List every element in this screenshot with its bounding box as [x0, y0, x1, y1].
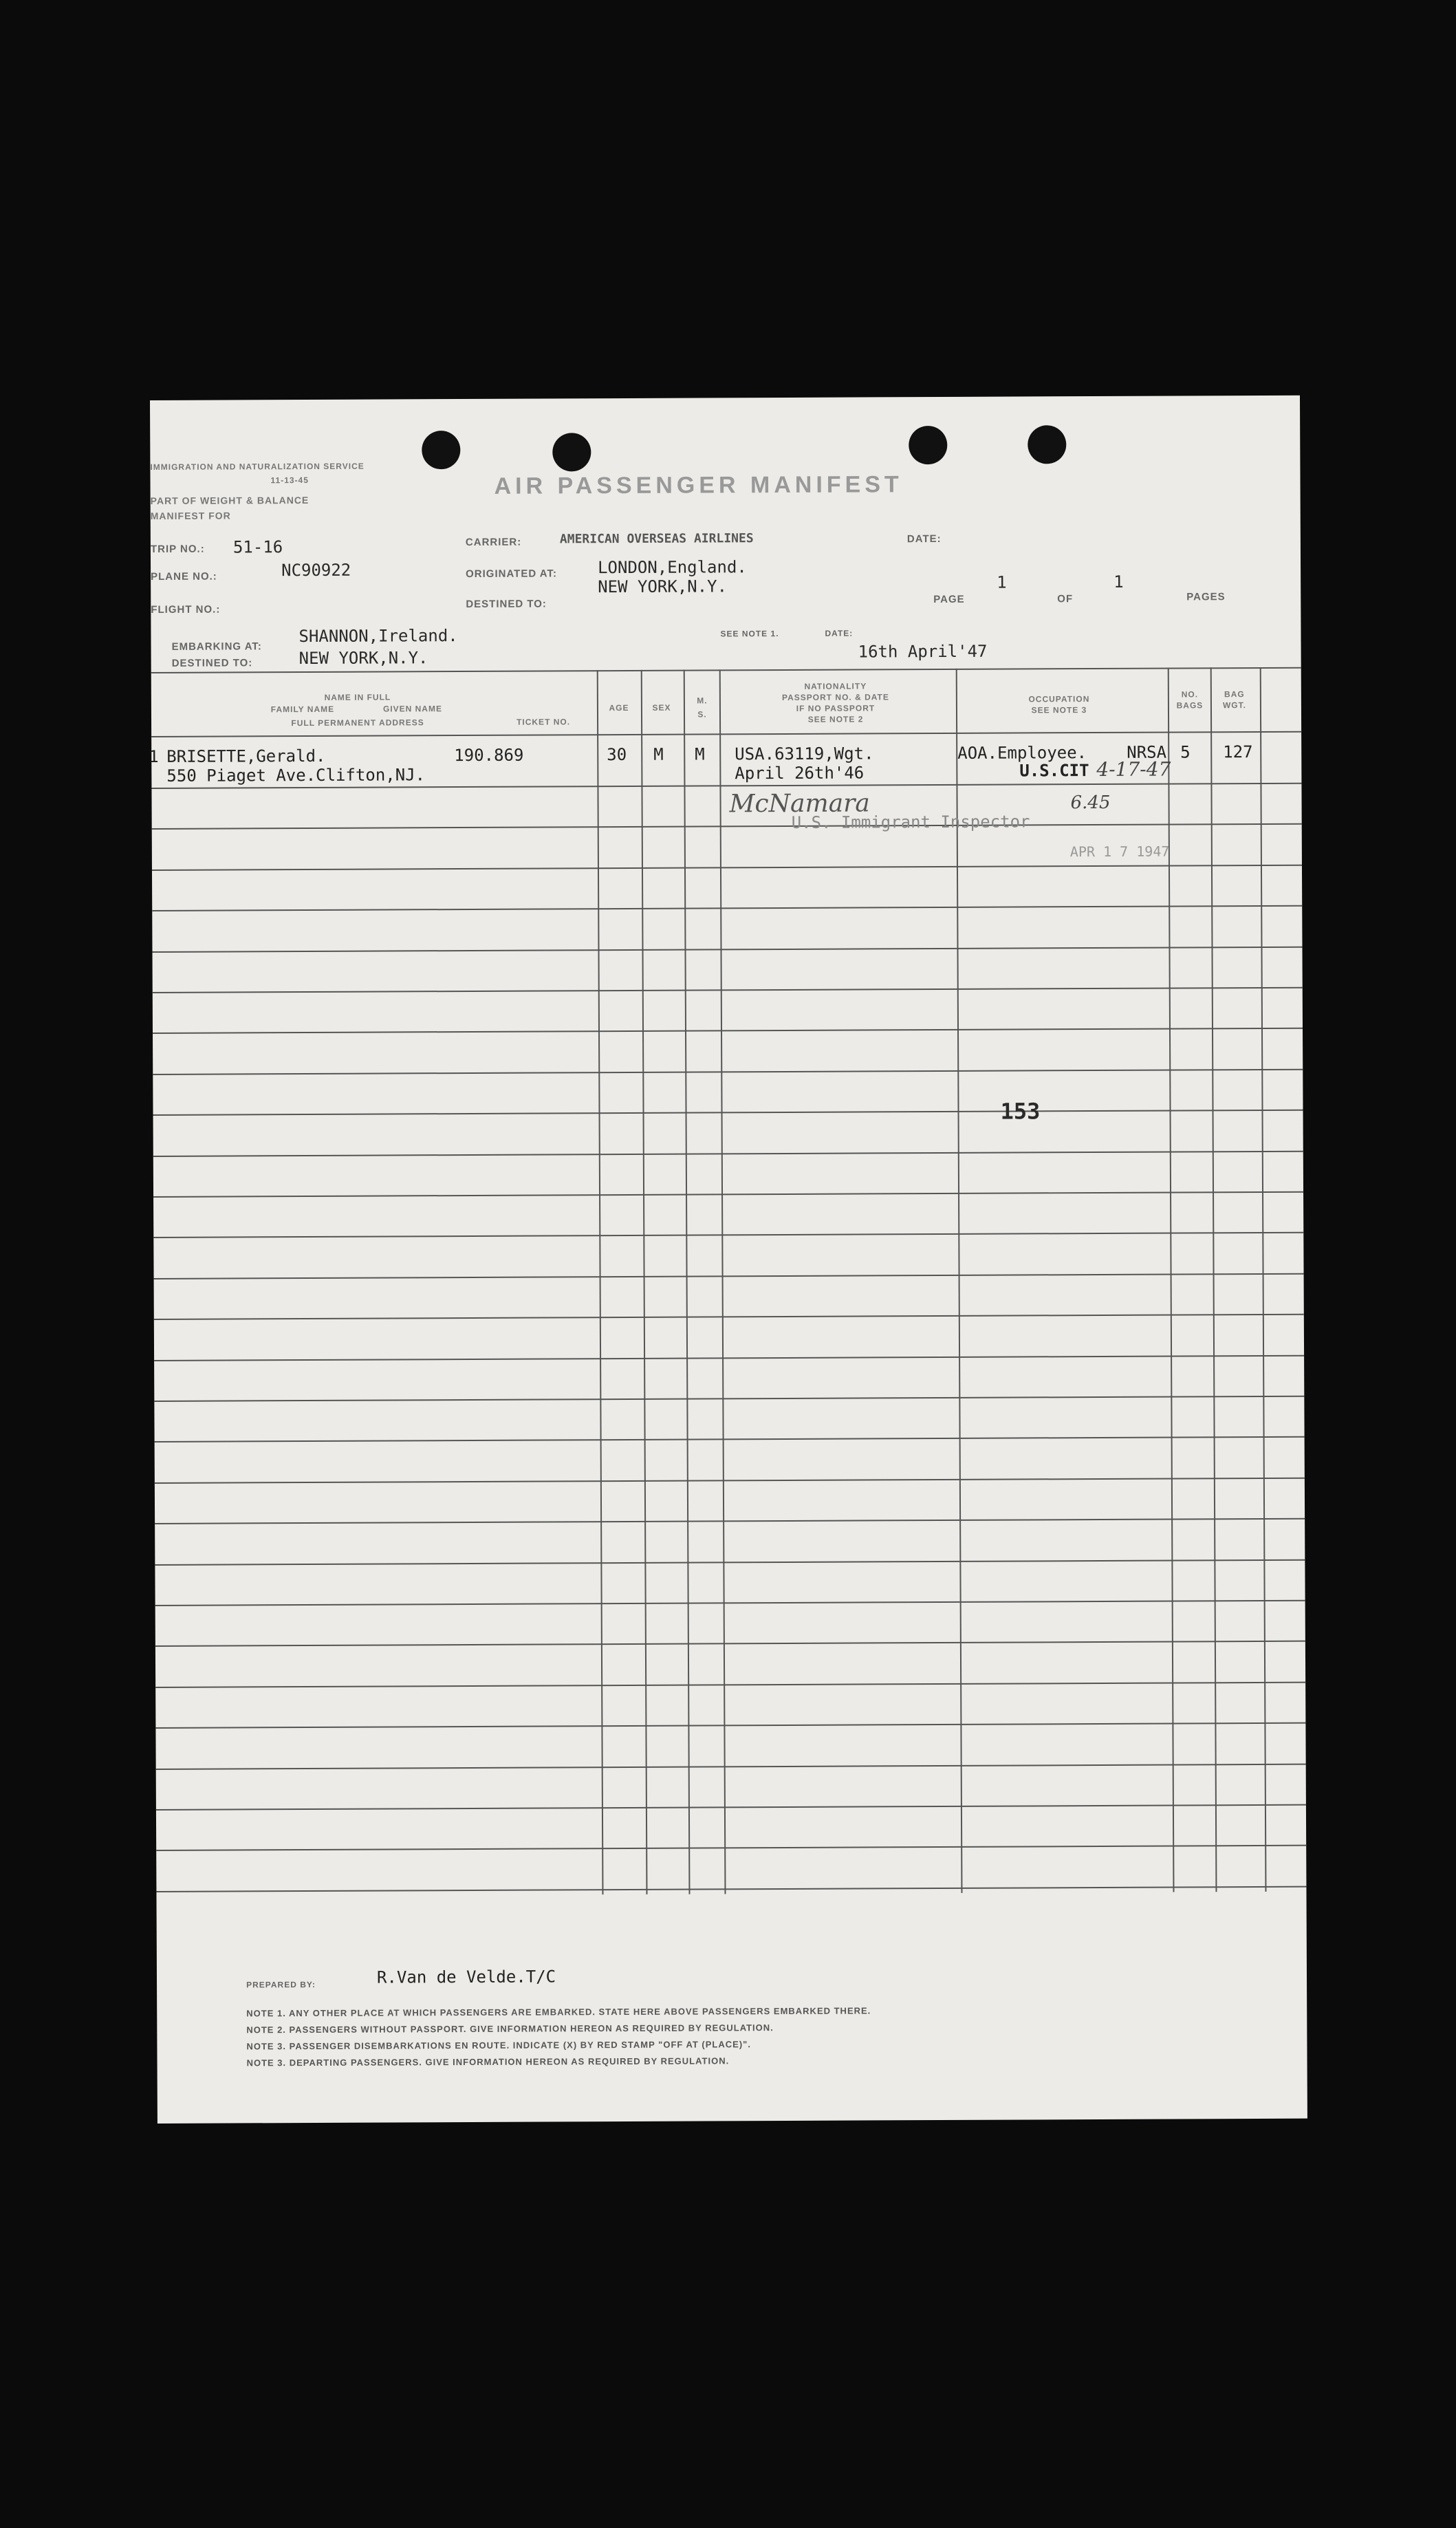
note-1: NOTE 1. ANY OTHER PLACE AT WHICH PASSENGERS ARE EMBARKED. STATE HERE ABOVE PASSENGERS EMBARKED THERE.: [246, 2005, 871, 2019]
ruled-line: [153, 1191, 1303, 1198]
date-label: DATE:: [906, 532, 942, 545]
punch-hole: [422, 431, 460, 469]
passenger-ticket: 190.869: [454, 745, 524, 766]
passenger-name: BRISETTE,Gerald.: [166, 746, 326, 766]
col-name-l2a: FAMILY NAME: [270, 704, 335, 715]
pages-value: 1: [1113, 572, 1124, 592]
ruled-line: [156, 1845, 1306, 1851]
col-name-l3: FULL PERMANENT ADDRESS: [291, 717, 424, 728]
plane-no-value: NC90922: [281, 560, 351, 581]
embarking-at-label: EMBARKING AT:: [171, 640, 262, 653]
inspector-signature: McNamara: [729, 789, 870, 819]
col-age: AGE: [609, 702, 629, 713]
ruled-line: [154, 1354, 1304, 1361]
ruled-line: [156, 1804, 1306, 1811]
destined-to-value-2: NEW YORK,N.Y.: [298, 648, 428, 669]
dept-line-1: IMMIGRATION AND NATURALIZATION SERVICE: [150, 461, 365, 472]
ruled-line: [155, 1600, 1305, 1606]
ruled-line: [155, 1681, 1305, 1687]
passenger-age: 30: [607, 744, 627, 765]
page-value: 1: [997, 572, 1007, 592]
passenger-passport-l2: April 26th'46: [735, 763, 865, 784]
cit-date-handwritten: 4-17-47: [1096, 757, 1171, 781]
ruled-line: [152, 823, 1302, 830]
flight-no-label: FLIGHT NO.:: [151, 603, 221, 616]
col-bags-l2: BAGS: [1176, 700, 1204, 711]
sheet-number: 153: [1000, 1098, 1041, 1125]
col-name-l2b: GIVEN NAME: [382, 704, 442, 714]
ruled-line: [153, 987, 1303, 993]
col-ms-2: S.: [697, 709, 707, 720]
page-title: AIR PASSENGER MANIFEST: [494, 471, 903, 499]
passenger-number: 1: [149, 746, 159, 767]
prepared-by-label: PREPARED BY:: [246, 1979, 316, 1990]
table-header-rule: [151, 731, 1301, 737]
passenger-bags: 5: [1180, 742, 1191, 762]
note-4: NOTE 3. DEPARTING PASSENGERS. GIVE INFORMATION HEREON AS REQUIRED BY REGULATION.: [246, 2055, 730, 2068]
table-top-rule: [151, 667, 1301, 673]
col-nat-l4: SEE NOTE 2: [807, 714, 864, 724]
manifest-for-label: MANIFEST FOR: [150, 510, 231, 521]
ruled-line: [152, 864, 1302, 870]
ruled-line: [152, 946, 1302, 952]
col-divider-sex: [641, 670, 648, 1894]
inspector-stamp: U.S. Immigrant Inspector: [791, 812, 1030, 832]
carrier-value: AMERICAN OVERSEAS AIRLINES: [559, 531, 754, 547]
note-2: NOTE 2. PASSENGERS WITHOUT PASSPORT. GIVE INFORMATION HEREON AS REQUIRED BY REGULATION.: [246, 2022, 774, 2035]
col-nat-l2: PASSPORT NO. & DATE: [781, 692, 889, 702]
passenger-bag-wt: 127: [1223, 742, 1253, 762]
see-note-1-label: SEE NOTE 1.: [720, 629, 779, 639]
part-of-label: PART OF WEIGHT & BALANCE: [150, 494, 309, 506]
ruled-line: [153, 1150, 1303, 1156]
ruled-line: [154, 1314, 1304, 1320]
destined-to-label-2: DESTINED TO:: [171, 657, 253, 669]
ruled-line: [152, 905, 1302, 911]
note-3: NOTE 3. PASSENGER DISEMBARKATIONS EN ROUTE. INDICATE (X) BY RED STAMP "OFF AT (PLACE)".: [246, 2039, 751, 2052]
plane-no-label: PLANE NO.:: [151, 570, 217, 583]
ruled-line: [156, 1763, 1306, 1769]
ruled-line: [153, 1028, 1303, 1034]
page-label: PAGE: [933, 593, 965, 606]
col-divider-age: [597, 670, 604, 1894]
ruled-line: [155, 1722, 1305, 1729]
ruled-line: [155, 1641, 1305, 1647]
col-occ-l2: SEE NOTE 3: [1031, 705, 1087, 715]
trip-no-value: 51-16: [232, 537, 283, 557]
col-occ-l1: OCCUPATION: [1028, 694, 1090, 704]
col-sex: SEX: [652, 702, 671, 713]
punch-hole: [1028, 425, 1066, 464]
pages-label: PAGES: [1186, 591, 1226, 603]
col-nat-l1: NATIONALITY: [804, 681, 867, 691]
us-cit-stamp: U.S.CIT: [1019, 761, 1089, 781]
destined-to-label: DESTINED TO:: [466, 598, 547, 610]
of-label: OF: [1057, 593, 1074, 605]
col-bagwt-l2: WGT.: [1222, 700, 1246, 711]
passenger-address: 550 Piaget Ave.Clifton,NJ.: [166, 765, 426, 786]
passenger-occupation: AOA.Employee.: [957, 743, 1087, 763]
ruled-line: [154, 1273, 1304, 1279]
col-divider-right: [1260, 667, 1267, 1892]
passenger-sex: M: [653, 744, 664, 764]
destined-to-value: NEW YORK,N.Y.: [598, 576, 728, 597]
ruled-rows: [150, 396, 1300, 400]
col-bags-l1: NO.: [1181, 689, 1199, 700]
manifest-sheet: [150, 396, 1307, 2124]
ruled-line: [155, 1436, 1305, 1443]
col-bagwt-l1: BAG: [1224, 689, 1245, 700]
stamp-date: APR 1 7 1947: [1069, 843, 1170, 861]
ruled-line: [153, 1110, 1303, 1116]
originated-at-value: LONDON,England.: [598, 557, 747, 578]
col-ms-1: M.: [697, 695, 708, 706]
punch-hole: [909, 426, 947, 464]
date-label-2: DATE:: [825, 628, 854, 638]
originated-at-label: ORIGINATED AT:: [466, 568, 558, 580]
col-divider-ms: [684, 670, 691, 1894]
ruled-line: [153, 1232, 1303, 1238]
ruled-line: [155, 1477, 1305, 1483]
passenger-code: NRSA: [1127, 742, 1167, 762]
col-divider-ms-end: [719, 669, 726, 1894]
ruled-line: [153, 1068, 1303, 1074]
col-name-l1: NAME IN FULL: [324, 692, 391, 702]
passenger-passport-l1: USA.63119,Wgt.: [735, 744, 874, 764]
embarking-at-value: SHANNON,Ireland.: [298, 626, 458, 647]
dept-line-2: 11-13-45: [270, 475, 309, 486]
punch-hole: [552, 433, 591, 471]
passenger-ms: M: [695, 744, 705, 764]
date-value: 16th April'47: [858, 641, 988, 662]
ruled-line: [154, 1396, 1304, 1402]
col-nat-l3: IF NO PASSPORT: [796, 703, 876, 713]
col-ticket: TICKET NO.: [517, 717, 571, 727]
prepared-by-value: R.Van de Velde.T/C: [376, 1967, 556, 1987]
inspector-initials: 6.45: [1070, 792, 1111, 814]
col-divider-nat: [956, 669, 963, 1893]
col-divider-bagwt: [1210, 667, 1217, 1892]
trip-no-label: TRIP NO.:: [150, 543, 205, 555]
ruled-line: [155, 1518, 1305, 1524]
carrier-label: CARRIER:: [465, 536, 522, 548]
ruled-line: [155, 1559, 1305, 1565]
ruled-line: [156, 1886, 1306, 1892]
